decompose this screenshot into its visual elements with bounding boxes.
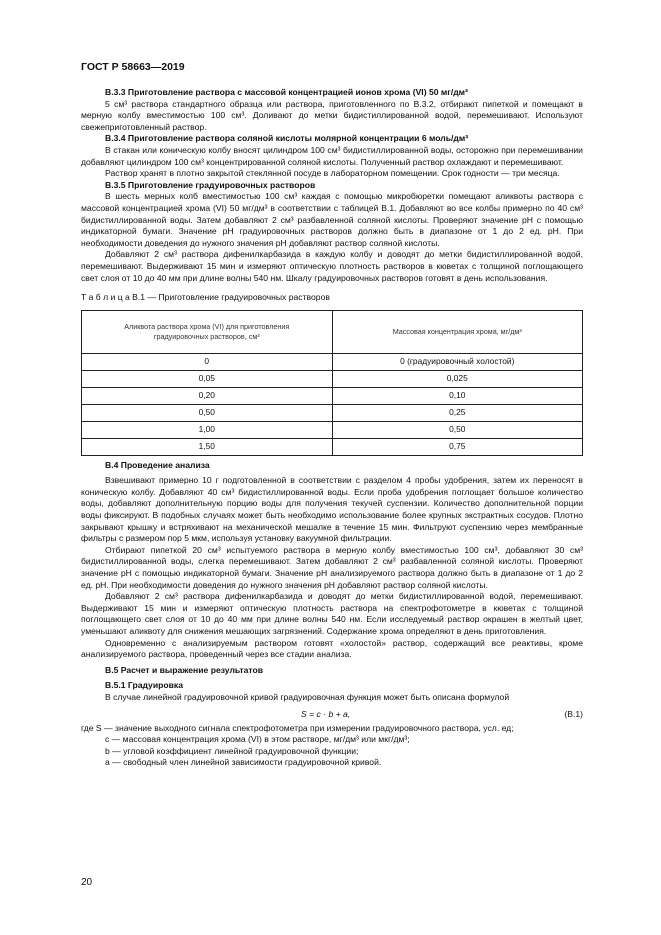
table-cell: 0 [82,353,333,370]
table-cell: 0,25 [332,404,583,421]
paragraph: Добавляют 2 см³ раствора дифенилкарбазида в каждую колбу и доводят до метки бидистиллированной водой, перемешивают. Выдерживают 15 мин и измеряют оптическую плотность растворов в кюветах с толщиной поглощающего свет слоя от 10 до 40 мм при длине волны 540 нм. Шкалу градуировочных растворов готовят в день использования. [81,249,583,283]
table-cell: 0,50 [332,421,583,438]
table-header-row [82,310,583,353]
table-cell: 0,025 [332,370,583,387]
table-cell: 0,10 [332,387,583,404]
table-cell: 0,20 [82,387,333,404]
formula-row [81,707,583,723]
table-caption: Т а б л и ц а В.1 — Приготовление градуировочных растворов [81,292,330,303]
table-row [82,387,583,404]
paragraph: 5 см³ раствора стандартного образца или раствора, приготовленного по В.3.2, отбирают пипеткой и помещают в мерную колбу вместимостью 100 см³. Доливают до метки бидистиллированной водой, перемешивают. Используют свежеприготовленный раствор. [81,98,583,132]
paragraph: Отбирают пипеткой 20 см³ испытуемого раствора в мерную колбу вместимостью 100 см³, добавляют 30 см³ бидистиллированной воды, слегка перемешивают. Затем добавляют 2 см³ разбавленной соляной кислоты. Проверяют значение pH с помощью индикаторной бумаги. Значение pH анализируемого раствора должно быть в диапазоне от 1 до 2 ед. pH. При необходимости доведения до нужного значения pH добавляют раствор соляной кислоты. [81,544,583,590]
table-row [82,370,583,387]
paragraph: Взвешивают примерно 10 г подготовленной в соответствии с разделом 4 пробы удобрения, затем их переносят в коническую колбу. Добавляют 40 см³ бидистиллированной воды. Если проба удобрения поглощает большое количество воды, добавляют дополнительную порцию воды для получения текучей суспензии. Количество дополнительной порции воды фиксируют. В подобных случаях может быть необходимо использование более крупных экстрактных сосудов. Плотно закрывают крышку и встряхивают на механической мешалке в течение 15 мин. Фильтруют суспензию через мембранные фильтры с размером пор 5 мкм, используя установку вакуумной фильтрации. [81,475,583,544]
paragraph: В шесть мерных колб вместимостью 100 см³ каждая с помощью микробюретки помещают аликвоты раствора с массовой концентрацией хрома (VI) 50 мг/дм³ в соответствии с таблицей В.1. Добавляют во все колбы примерно по 40 см³ бидистиллированной воды. Затем добавляют 2 см³ разбавленной соляной кислоты. Проверяют значение pH с помощью индикаторной бумаги. Значение pH градуировочных растворов должно быть в диапазоне от 1 до 2 ед. pH. При необходимости доведения до нужного значения pH добавляют раствор соляной кислоты. [81,191,583,248]
paragraph: Раствор хранят в плотно закрытой стеклянной посуде в лабораторном помещении. Срок годности — три месяца. [105,168,560,179]
where-definition: где S — значение выходного сигнала спектрофотометра при измерении градуировочного раствора, усл. ед; [81,722,514,733]
table-cell: 1,00 [82,421,333,438]
formula: S = c · b + a, [301,708,351,719]
table-cell: 0,50 [82,404,333,421]
section-heading-b51: B.5.1 Градуировка [105,680,183,691]
table-row [82,353,583,370]
table-header-aliquot: Аликвота раствора хрома (VI) для приготовления градуировочных растворов, см³ [82,310,333,353]
section-heading-b33: B.3.3 Приготовление раствора с массовой концентрацией ионов хрома (VI) 50 мг/дм³ [105,87,468,97]
table-row [82,421,583,438]
page-number: 20 [81,877,93,888]
where-definition: b — угловой коэффициент линейной градуировочной функции; [105,745,359,756]
formula-number: (B.1) [564,708,583,719]
table-row [82,438,583,455]
table-cell: 0,05 [82,370,333,387]
paragraph: Добавляют 2 см³ раствора дифенилкарбазида и доводят до метки бидистиллированной водой, перемешивают. Выдерживают 15 мин и измеряют оптическую плотность раствора на спектрофотометре в кюветах с толщиной поглощающего свет слоя от 10 до 40 мм при длине волны 540 нм. Если исследуемый раствор окрашен в желтый цвет, уменьшают аликвоту для снижения мешающих загрязнений. Содержание хрома определяют в день приготовления. [81,591,583,636]
table-cell: 1,50 [82,438,333,455]
paragraph: В стакан или коническую колбу вносят цилиндром 100 см³ бидистиллированной воды, осторожно при перемешивании добавляют цилиндром 100 см³ концентрированной соляной кислоты. Полученный раствор охлаждают и перемешивают. [81,144,583,167]
where-definition: c — массовая концентрация хрома (VI) в этом растворе, мг/дм³ или мкг/дм³; [105,734,410,745]
section-heading-b5: B.5 Расчет и выражение результатов [105,664,264,675]
table-header-concentration: Массовая концентрация хрома, мг/дм³ [332,310,583,353]
section-heading-b34: B.3.4 Приготовление раствора соляной кислоты молярной концентрации 6 моль/дм³ [105,133,469,144]
table-row [82,404,583,421]
section-heading-b4: B.4 Проведение анализа [105,459,210,470]
document-header: ГОСТ Р 58663—2019 [81,61,185,73]
paragraph: Одновременно с анализируемым раствором готовят «холостой» раствор, содержащий все реактивы, кроме анализируемого раствора, проведенный через все стадии анализа. [81,637,583,660]
document-body [81,87,583,769]
table-cell: 0 (градуировочный холостой) [332,353,583,370]
paragraph: В случае линейной градуировочной кривой градуировочная функция может быть описана формулой [105,691,510,702]
calibration-table [81,310,583,456]
table-cell: 0,75 [332,438,583,455]
section-heading-b35: B.3.5 Приготовление градуировочных растворов [105,179,316,190]
where-definition: a — свободный член линейной зависимости градуировочной кривой. [105,757,382,768]
